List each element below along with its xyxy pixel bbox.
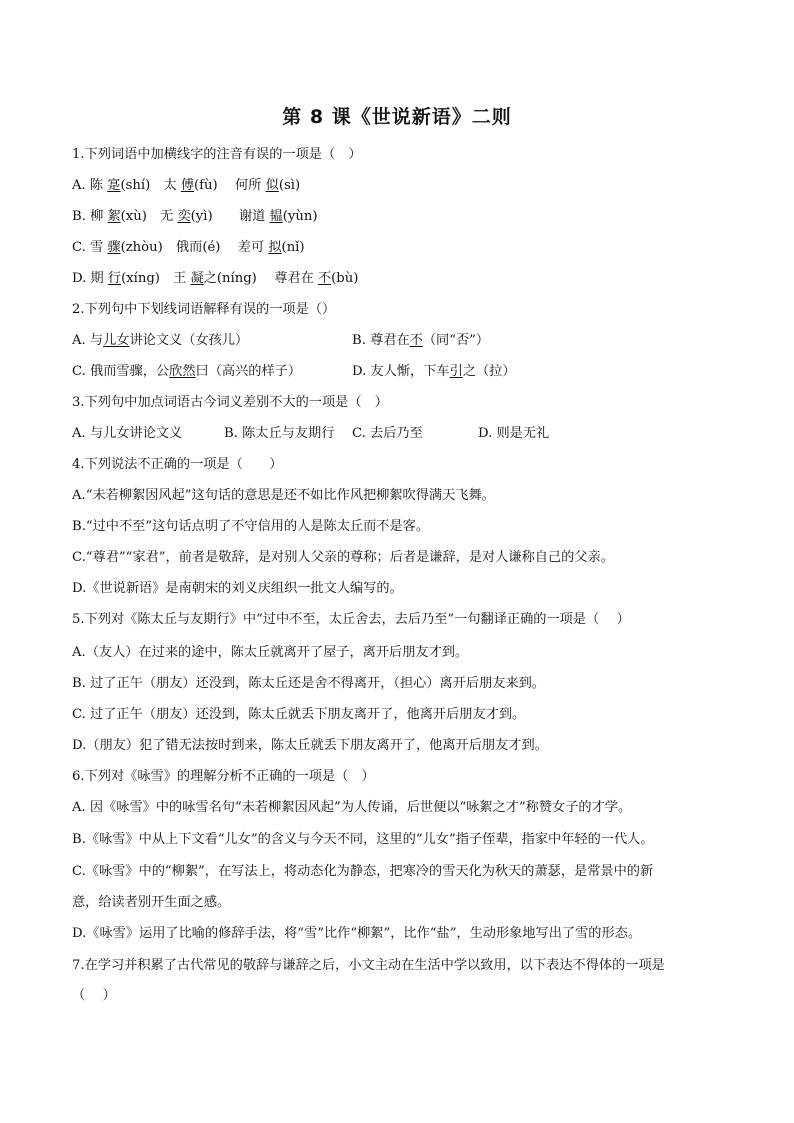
question-6-option-c-continued: 意，给读者别开生面之感。 — [72, 895, 231, 910]
question-1-option-a: A. 陈 寔(shí) 太 傅(fù) 何所 似(sì) — [72, 178, 301, 193]
question-6-stem: 6.下列对《咏雪》的理解分析不正确的一项是（ ） — [72, 769, 375, 784]
question-7-answer-blank: （ ） — [72, 988, 116, 1003]
question-2-option-b: B. 尊君在不（同“否”） — [352, 333, 490, 348]
question-3-option-b: B. 陈太丘与友期行 — [224, 426, 335, 441]
question-5-option-b: B. 过了正午（朋友）还没到，陈太丘还是舍不得离开，（担心）离开后朋友来到。 — [72, 676, 546, 691]
question-2-stem: 2.下列句中下划线词语解释有误的一项是（） — [72, 302, 336, 317]
question-6-option-c: C.《咏雪》中的“柳絮”，在写法上，将动态化为静态，把寒冷的雪天化为秋天的萧瑟，是常景中的新 — [72, 864, 654, 879]
question-5-stem: 5.下列对《陈太丘与友期行》中“过中不至，太丘舍去，去后乃至”一句翻译正确的一项是（ ） — [72, 612, 630, 627]
question-1-stem: 1.下列词语中加横线字的注音有误的一项是（ ） — [72, 147, 362, 162]
question-4-stem: 4.下列说法不正确的一项是（ ） — [72, 457, 283, 472]
question-3-option-a: A. 与儿女讲论文义 — [72, 426, 183, 441]
question-1-option-c: C. 雪 骤(zhòu) 俄而(é) 差可 拟(nǐ) — [72, 240, 305, 255]
question-4-option-b: B.“过中不至”这句话点明了不守信用的人是陈太丘而不是客。 — [72, 519, 430, 534]
question-3-option-c: C. 去后乃至 — [352, 426, 423, 441]
question-2-option-a: A. 与儿女讲论文义（女孩儿） — [72, 333, 249, 348]
question-6-option-b: B.《咏雪》中从上下文看“儿女”的含义与今天不同，这里的“儿女”指子侄辈，指家中年轻的一代人。 — [72, 832, 654, 847]
question-5-option-a: A.（友人）在过来的途中，陈太丘就离开了屋子，离开后朋友才到。 — [72, 645, 469, 660]
question-7-stem: 7.在学习并积累了古代常见的敬辞与谦辞之后，小文主动在生活中学以致用，以下表达不得体的一项是 — [72, 958, 665, 973]
question-4-option-a: A.“未若柳絮因风起”这句话的意思是还不如比作风把柳絮吹得满天飞舞。 — [72, 488, 495, 503]
question-1-option-d: D. 期 行(xíng) 王 凝之(níng) 尊君在 不(bù) — [72, 271, 359, 286]
page-title: 第 8 课《世说新语》二则 — [282, 106, 512, 128]
question-5-option-c: C. 过了正午（朋友）还没到，陈太丘就丢下朋友离开了，他离开后朋友才到。 — [72, 707, 526, 722]
question-3-option-d: D. 则是无礼 — [478, 426, 550, 441]
question-5-option-d: D.（朋友）犯了错无法按时到来，陈太丘就丢下朋友离开了，他离开后朋友才到。 — [72, 738, 548, 753]
question-2-option-d: D. 友人惭，下车引之（拉） — [352, 364, 516, 379]
question-4-option-c: C.“尊君”“家君”，前者是敬辞，是对别人父亲的尊称；后者是谦辞，是对人谦称自己的父亲。 — [72, 550, 614, 565]
question-3-stem: 3.下列句中加点词语古今词义差别不大的一项是（ ） — [72, 395, 388, 410]
question-2-option-c: C. 俄而雪骤，公欣然曰（高兴的样子） — [72, 364, 302, 379]
question-4-option-d: D.《世说新语》是南朝宋的刘义庆组织一批文人编写的。 — [72, 581, 403, 596]
question-6-option-a: A. 因《咏雪》中的咏雪名句“未若柳絮因风起”为人传诵，后世便以“咏絮之才”称赞女子的才学。 — [72, 800, 632, 815]
question-1-option-b: B. 柳 絮(xù) 无 奕(yì) 谢道 韫(yùn) — [72, 209, 318, 224]
question-6-option-d: D.《咏雪》运用了比喻的修辞手法，将“雪”比作“柳絮”，比作“盐”，生动形象地写出了雪的形态。 — [72, 926, 642, 941]
